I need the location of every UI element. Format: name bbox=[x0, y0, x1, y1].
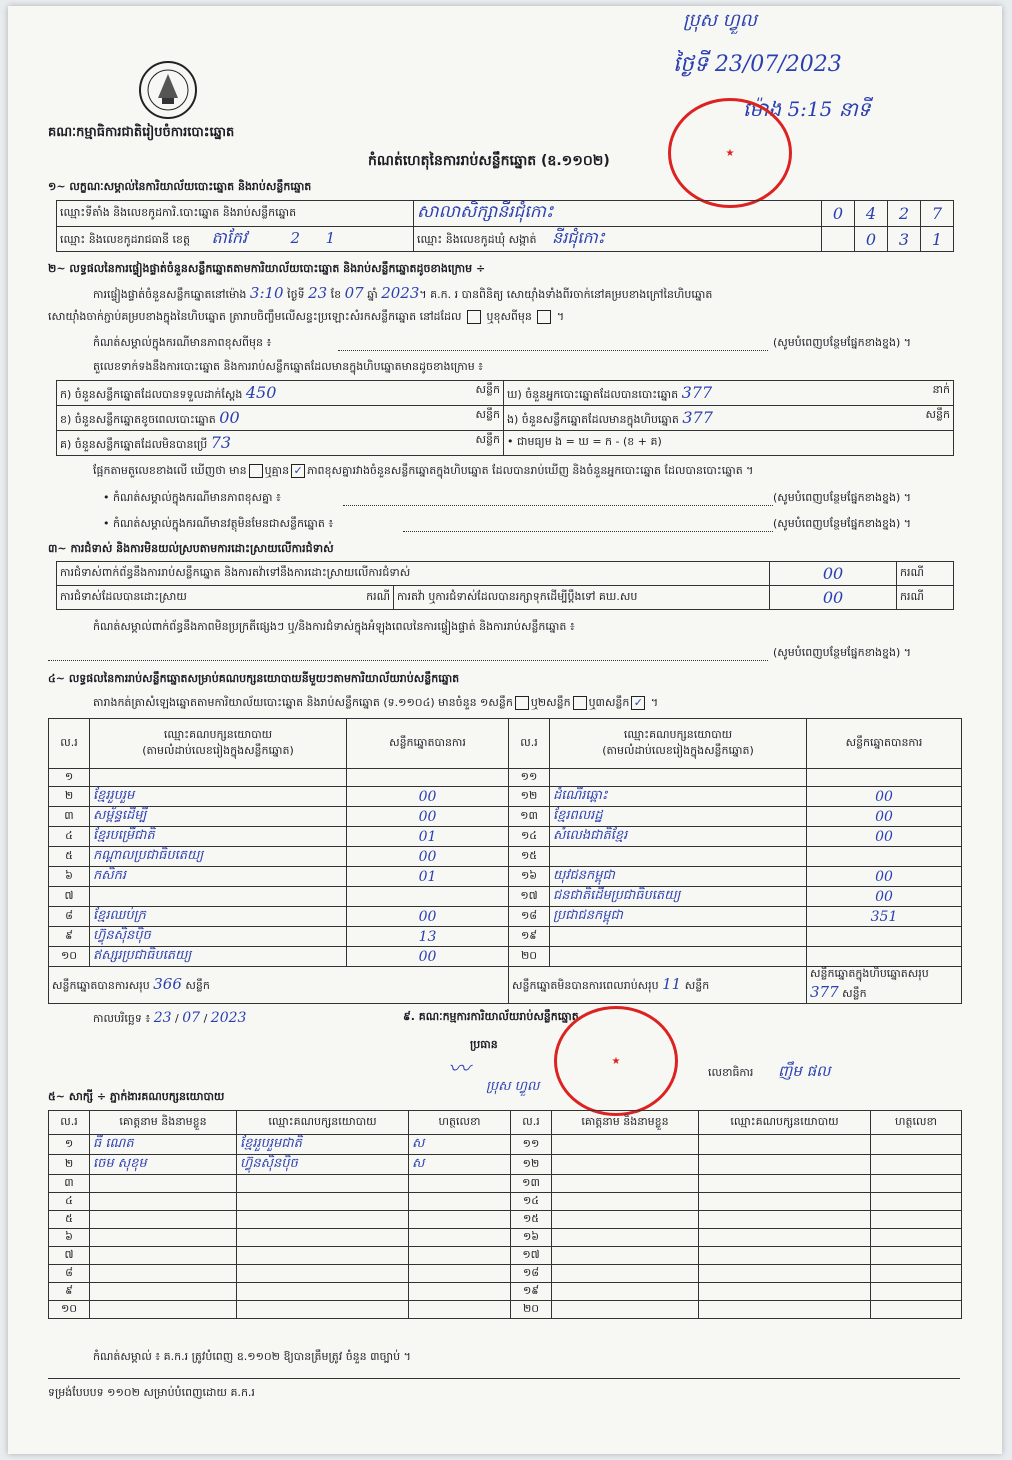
witness-name bbox=[90, 1229, 237, 1247]
table-row bbox=[49, 907, 962, 927]
figure-c-label: គ) ចំនួនសន្លឹកឆ្នោតដែលមិនបានប្រើ bbox=[60, 437, 208, 451]
date-year: 2023 bbox=[210, 1010, 247, 1026]
corner-date: ថ្ងៃទី 23/07/2023 bbox=[673, 52, 842, 77]
s5-witness-table: ល.រ គោត្តនាម និងនាមខ្លួន ឈ្មោះគណបក្សនយោបាយ ហត្ថលេខា ល.រ គោត្តនាម និងនាមខ្លួន ឈ្មោះគណបក្សនយោបាយ ហត្ថលេខា ១ ធី ណេត ខ្មែររួបរួមជាតិ ស ១១ ២ ចេម សុខុម ហ៊្វុនស៊ិនប៉ិច ស ១២ ៣ ១៣ ៤ ១៤ ៥ ១៥ ៦ ១៦ ៧ ១៧ ៨ ១៨ ៩ ១៩ ១០ ២០ bbox=[48, 1110, 962, 1319]
s3-r1-value: 00 bbox=[770, 562, 897, 586]
form-page bbox=[8, 6, 1002, 1454]
s4-heading: ៤~ លទ្ធផលនៃការរាប់សន្លឹកឆ្នោតសម្រាប់គណបក្សនយោបាយនីមួយៗតាមការិយាល័យរាប់សន្លឹកឆ្នោត bbox=[48, 672, 460, 685]
s1-province-code: 1 bbox=[325, 229, 336, 247]
table-row bbox=[49, 1155, 962, 1175]
s3-r2b-label: ការតវ៉ា ឬការជំទាស់ដែលបានរក្សាទុកដើម្បីប្ដឹងទៅ គឃ.សប bbox=[394, 586, 770, 610]
table-row bbox=[49, 827, 962, 847]
witness-party bbox=[699, 1211, 871, 1229]
table-row bbox=[49, 1175, 962, 1193]
witness-signature bbox=[409, 1283, 511, 1301]
row-number: ១៥ bbox=[511, 1211, 552, 1229]
witness-name bbox=[90, 1193, 237, 1211]
figure-a-label: ក) ចំនួនសន្លឹកឆ្នោតដែលបានទទួលដាក់ស្ដែង bbox=[60, 387, 243, 401]
party-name: ដំណើរឆ្ពោះ bbox=[550, 787, 807, 807]
figure-d-value: 377 bbox=[681, 382, 713, 402]
s1-code-digit: 2 bbox=[888, 201, 921, 227]
figure-b-label: ខ) ចំនួនសន្លឹកឆ្នោតខូចពេលបោះឆ្នោត bbox=[60, 412, 216, 426]
figure-c-value: 73 bbox=[210, 432, 232, 452]
table-row bbox=[49, 1301, 962, 1319]
table-row bbox=[49, 1211, 962, 1229]
date-line: កាលបរិច្ឆេទ ៖ 23 / 07 / 2023 bbox=[93, 1010, 247, 1026]
witness-party bbox=[699, 1193, 871, 1211]
table-row bbox=[49, 787, 962, 807]
table-row bbox=[49, 927, 962, 947]
s2-b2: • កំណត់សម្គាល់ក្នុងករណីមានវត្ថុមិនមែនជាសន្លឹកឆ្នោត ៖ bbox=[103, 517, 334, 530]
row-number: ៦ bbox=[49, 867, 90, 887]
row-number: ៥ bbox=[49, 1211, 90, 1229]
witness-name bbox=[90, 1211, 237, 1229]
row-number: ១១ bbox=[509, 769, 550, 787]
witness-party bbox=[699, 1155, 871, 1175]
s2-b1: • កំណត់សម្គាល់ក្នុងករណីមានភាពខុសគ្នា ៖ bbox=[103, 491, 281, 504]
row-number: ៩ bbox=[49, 927, 90, 947]
s1-commune-code: 0 bbox=[855, 227, 888, 252]
row-number: ១៧ bbox=[509, 887, 550, 907]
row-number: ១ bbox=[49, 769, 90, 787]
row-number: ២០ bbox=[511, 1301, 552, 1319]
table-row bbox=[49, 887, 962, 907]
witness-name bbox=[90, 1247, 237, 1265]
party-name: យុវជនកម្ពុជា bbox=[550, 867, 807, 887]
table-row bbox=[49, 1247, 962, 1265]
sum-total-label: សន្លឹកឆ្នោតក្នុងហិបឆ្នោតសរុប bbox=[810, 967, 929, 980]
same-checkbox[interactable] bbox=[467, 310, 481, 324]
sum-valid-value: 366 bbox=[153, 975, 182, 993]
s2-note-line bbox=[338, 350, 768, 351]
s3-r2-value: 00 bbox=[770, 586, 897, 610]
vote-count: 00 bbox=[807, 827, 962, 847]
vote-count: 00 bbox=[807, 807, 962, 827]
difference-yes-checkbox[interactable] bbox=[249, 464, 263, 478]
nec-emblem-icon bbox=[136, 58, 200, 122]
witness-party bbox=[237, 1265, 409, 1283]
witness-name bbox=[552, 1135, 699, 1155]
witness-signature bbox=[871, 1247, 962, 1265]
sum-total-value: 377 bbox=[810, 983, 839, 1001]
table-row bbox=[49, 1135, 962, 1155]
corner-name: ប្រុស ហ្វួល bbox=[683, 10, 757, 31]
witness-name bbox=[552, 1283, 699, 1301]
witness-name bbox=[552, 1247, 699, 1265]
row-number: ១៨ bbox=[509, 907, 550, 927]
party-name bbox=[550, 847, 807, 867]
vote-count: 00 bbox=[807, 787, 962, 807]
s2-b1-line bbox=[343, 505, 773, 506]
vote-count: 01 bbox=[347, 827, 509, 847]
s2-p3: តួលេខទាក់ទងនឹងការបោះឆ្នោត និងការរាប់សន្លឹកឆ្នោតដែលមានក្នុងហិបឆ្នោតមានដូចខាងក្រោម ៖ bbox=[93, 360, 484, 373]
s3-heading: ៣~ ការជំទាស់ និងការមិនយល់ស្របតាមការដោះស្រាយលើការជំទាស់ bbox=[48, 542, 334, 555]
party-name bbox=[550, 947, 807, 967]
row-number: ១៦ bbox=[509, 867, 550, 887]
vote-count: 13 bbox=[347, 927, 509, 947]
s2-heading: ២~ លទ្ធផលនៃការផ្ទៀងផ្ទាត់ចំនួនសន្លឹកឆ្នោតតាមការិយាល័យបោះឆ្នោត និងរាប់សន្លឹកឆ្នោតដូចខាងក្រោម ÷ bbox=[48, 262, 486, 275]
row-number: ៧ bbox=[49, 1247, 90, 1265]
s2-day: 23 bbox=[308, 284, 328, 302]
s3-note: កំណត់សម្គាល់ពាក់ព័ន្ធនឹងភាពមិនប្រក្រតីផ្សេងៗ ឬ/និងការជំទាស់ក្នុងអំឡុងពេលនៃការផ្ទៀងផ្ទាត់ និងការរាប់សន្លឹកឆ្នោត ៖ bbox=[93, 620, 575, 633]
formula: • ជាមធ្យម ង = ឃ = ក - (ខ + គ) bbox=[504, 431, 954, 456]
witness-signature bbox=[871, 1283, 962, 1301]
party-name bbox=[550, 927, 807, 947]
figure-b-value: 00 bbox=[219, 407, 240, 427]
s3-note-line bbox=[48, 660, 768, 661]
row-number: ២ bbox=[49, 787, 90, 807]
row-number: ១១ bbox=[511, 1135, 552, 1155]
party-name: ខ្មែរឈប់ក្រ bbox=[90, 907, 347, 927]
row-number: ៤ bbox=[49, 827, 90, 847]
party-name: ខ្មែររួបរួម bbox=[90, 787, 347, 807]
vote-count bbox=[807, 769, 962, 787]
sheet3-checkbox[interactable]: ✓ bbox=[631, 696, 645, 710]
row-number: ១៧ bbox=[511, 1247, 552, 1265]
s1-commune-value: នីរជុំកោះ bbox=[552, 228, 605, 247]
party-name bbox=[550, 769, 807, 787]
s1-code-digit: 4 bbox=[855, 201, 888, 227]
vote-count bbox=[347, 887, 509, 907]
vote-count: 00 bbox=[807, 887, 962, 907]
row-number: ១៩ bbox=[511, 1283, 552, 1301]
row-number: ១៩ bbox=[509, 927, 550, 947]
vote-count: 01 bbox=[347, 867, 509, 887]
s3-r2-label: ការជំទាស់ដែលបានដោះស្រាយ bbox=[60, 589, 187, 603]
party-name: សម្ព័ន្ធដើម្បី bbox=[90, 807, 347, 827]
chair-name: ប្រុស ហ្វួល bbox=[486, 1079, 540, 1094]
vote-count: 00 bbox=[347, 847, 509, 867]
row-number: ១៦ bbox=[511, 1229, 552, 1247]
s1-location-label: ឈ្មោះទីតាំង និងលេខកូដការិ.បោះឆ្នោត និងរាប់សន្លឹកឆ្នោត bbox=[57, 201, 414, 227]
official-stamp-bottom: ★ bbox=[554, 1006, 678, 1116]
s2-p4: ផ្អែកតាមតួលេខខាងលើ ឃើញថា មាន ឬគ្មាន ✓ ភាពខុសគ្នារវាងចំនួនសន្លឹកឆ្នោតក្នុងហិបឆ្នោត ដែលបានរាប់ឃើញ និងចំនួនអ្នកបោះឆ្នោត ដែលបានបោះឆ្នោត ។ bbox=[93, 464, 754, 477]
witness-name bbox=[90, 1265, 237, 1283]
table-row bbox=[49, 1229, 962, 1247]
party-name: ប្រជាជនកម្ពុជា bbox=[550, 907, 807, 927]
sum-invalid-label: សន្លឹកឆ្នោតមិនបានការពេលរាប់សរុប bbox=[512, 979, 659, 992]
difference-no-checkbox[interactable]: ✓ bbox=[291, 464, 305, 478]
official-stamp-top: ★ bbox=[668, 98, 792, 208]
table-row bbox=[49, 947, 962, 967]
s1-commune-code: 1 bbox=[921, 227, 954, 252]
s1-province-label: ឈ្មោះ និងលេខកូដរាជធានី ខេត្ត តាកែវ 2 1 bbox=[57, 227, 414, 252]
party-name: សំលេងជាតិខ្មែរ bbox=[550, 827, 807, 847]
changed-checkbox[interactable] bbox=[537, 310, 551, 324]
row-number: ១៨ bbox=[511, 1265, 552, 1283]
party-name: កសិករ bbox=[90, 867, 347, 887]
witness-party bbox=[699, 1283, 871, 1301]
row-number: ១២ bbox=[509, 787, 550, 807]
table-row bbox=[49, 867, 962, 887]
s5-heading: ៥~ សាក្សី ÷ ភ្នាក់ងារគណបក្សនយោបាយ bbox=[48, 1090, 225, 1103]
s4-results-table: ល.រ ឈ្មោះគណបក្សនយោបាយ (តាមលំដាប់លេខរៀងក្នុងសន្លឹកឆ្នោត) សន្លឹកឆ្នោតបានការ ល.រ ឈ្មោះគណបក្សនយោបាយ (តាមលំដាប់លេខរៀងក្នុងសន្លឹកឆ្នោត) សន្លឹកឆ្នោតបានការ ១ ១១ ២ ខ្មែររួបរួម 00 ១២ ដំណើរឆ្ពោះ 00 ៣ សម្ព័ន្ធដើម្បី 00 ១៣ ខ្មែរពលរដ្ឋ 00 ៤ ខ្មែរបម្រើជាតិ 01 ១៤ សំលេងជាតិខ្មែរ 00 ៥ កណ្ដាលប្រជាធិបតេយ្យ 00 ១៥ ៦ កសិករ 01 ១៦ យុវជនកម្ពុជា 00 ៧ ១៧ ជនជាតិដើមប្រជាធិបតេយ្យ 00 ៨ ខ្មែរឈប់ក្រ 00 ១៨ ប្រជាជនកម្ពុជា 351 ៩ ហ៊្វុនស៊ិនប៉ិច 13 ១៩ ១០ ឥស្សរប្រជាធិបតេយ្យ 00 ២០ សន្លឹកឆ្នោតបានការសរុប 366 សន្លឹក សន្លឹកឆ្នោតមិនបានការពេលរាប់សរុប 11 សន្លឹក សន្លឹកឆ្នោតក្នុងហិបឆ្នោតសរុប 377 សន្លឹក bbox=[48, 718, 962, 1004]
witness-signature bbox=[871, 1301, 962, 1319]
table-row bbox=[49, 1265, 962, 1283]
figure-d-label: ឃ) ចំនួនអ្នកបោះឆ្នោតដែលបានបោះឆ្នោត bbox=[507, 387, 679, 401]
s2-month: 07 bbox=[344, 284, 364, 302]
witness-signature: ស bbox=[409, 1135, 511, 1155]
party-name bbox=[90, 887, 347, 907]
witness-signature: ស bbox=[409, 1155, 511, 1175]
chair-label: ប្រធាន bbox=[470, 1038, 498, 1051]
footer-note: កំណត់សម្គាល់ ៖ គ.ក.រ ត្រូវបំពេញ ឧ.១១០២ ឱ្យបានត្រឹមត្រូវ ចំនួន ៣ច្បាប់ ។ bbox=[93, 1350, 411, 1363]
figure-e-value: 377 bbox=[682, 407, 713, 427]
row-number: ១២ bbox=[511, 1155, 552, 1175]
s2-figures-table: ក) ចំនួនសន្លឹកឆ្នោតដែលបានទទួលដាក់ស្ដែង 450 សន្លឹក ឃ) ចំនួនអ្នកបោះឆ្នោតដែលបានបោះឆ្នោត 377 នាក់ ខ) ចំនួនសន្លឹកឆ្នោតខូចពេលបោះឆ្នោត 00 សន្លឹក ង) ចំនួនសន្លឹកឆ្នោតដែលមានក្នុងហិបឆ្នោត 377 សន្លឹក គ) ចំនួនសន្លឹកឆ្នោតដែលមិនបានប្រើ 73 សន្លឹក • ជាមធ្យម ង = ឃ = ក - (ខ + គ) bbox=[56, 380, 954, 456]
vote-count bbox=[807, 847, 962, 867]
row-number: ១០ bbox=[49, 1301, 90, 1319]
vote-count bbox=[807, 947, 962, 967]
sheet2-checkbox[interactable] bbox=[573, 696, 587, 710]
witness-name bbox=[552, 1229, 699, 1247]
table-row bbox=[49, 807, 962, 827]
row-number: ៨ bbox=[49, 907, 90, 927]
witness-name bbox=[552, 1175, 699, 1193]
vote-count: 00 bbox=[347, 807, 509, 827]
s2-p1: ការផ្ទៀងផ្ទាត់ចំនួនសន្លឹកឆ្នោតនៅម៉ោង 3:10 ថ្ងៃទី 23 ខែ 07 ឆ្នាំ 2023។ គ.ក. រ បានពិនិត្យ សោយ៉ាំងទាំងពីរចាក់នៅគម្របខាងក្រៅនៃហិបឆ្នោត bbox=[93, 284, 713, 302]
witness-name bbox=[552, 1301, 699, 1319]
witness-party bbox=[237, 1175, 409, 1193]
witness-signature bbox=[409, 1247, 511, 1265]
row-number: ១ bbox=[49, 1135, 90, 1155]
date-month: 07 bbox=[182, 1010, 201, 1026]
s2-p2: សោយ៉ាំងចាក់ភ្ជាប់គម្របខាងក្នុងនៃហិបឆ្នោត ត្រារាបចិញ្ចឹមលើសន្ទះប្រឡោះសំរកសន្លឹកឆ្នោត នៅដដែល ឬខុសពីមុន ។ bbox=[48, 310, 565, 323]
witness-name bbox=[552, 1265, 699, 1283]
vote-count: 00 bbox=[347, 787, 509, 807]
witness-name bbox=[90, 1175, 237, 1193]
s1-province-code: 2 bbox=[290, 229, 301, 247]
row-number: ៧ bbox=[49, 887, 90, 907]
s1-table bbox=[56, 200, 954, 252]
witness-signature bbox=[871, 1175, 962, 1193]
row-number: ៣ bbox=[49, 1175, 90, 1193]
witness-party: ខ្មែររួបរួមជាតិ bbox=[237, 1135, 409, 1155]
s3-table: ការជំទាស់ពាក់ព័ន្ធនឹងការរាប់សន្លឹកឆ្នោត និងការតវ៉ាទៅនឹងការដោះស្រាយលើការជំទាស់ 00 ករណី ការជំទាស់ដែលបានដោះស្រាយ ករណី ការតវ៉ា ឬការជំទាស់ដែលបានរក្សាទុកដើម្បីប្ដឹងទៅ គឃ.សប 00 ករណី bbox=[56, 561, 954, 610]
witness-signature bbox=[409, 1193, 511, 1211]
party-name bbox=[90, 769, 347, 787]
party-name: ខ្មែរបម្រើជាតិ bbox=[90, 827, 347, 847]
witness-signature bbox=[871, 1211, 962, 1229]
witness-party bbox=[237, 1193, 409, 1211]
sum-invalid-value: 11 bbox=[662, 975, 682, 993]
table-row bbox=[49, 769, 962, 787]
witness-name: ចេម សុខុម bbox=[90, 1155, 237, 1175]
witness-signature bbox=[409, 1301, 511, 1319]
witness-party bbox=[237, 1301, 409, 1319]
row-number: ១៤ bbox=[509, 827, 550, 847]
row-number: ១០ bbox=[49, 947, 90, 967]
s1-location-value: សាលាសិក្សានីរជុំកោះ bbox=[414, 201, 822, 227]
party-name: កណ្ដាលប្រជាធិបតេយ្យ bbox=[90, 847, 347, 867]
witness-signature bbox=[871, 1155, 962, 1175]
witness-signature bbox=[409, 1211, 511, 1229]
vote-count bbox=[347, 769, 509, 787]
date-day: 23 bbox=[153, 1010, 172, 1026]
table-row bbox=[49, 1193, 962, 1211]
footer-line bbox=[48, 1378, 960, 1379]
corner-time: ម៉ោង 5:15 នាទី bbox=[743, 97, 871, 121]
org-name: គណៈកម្មាធិការជាតិរៀបចំការបោះឆ្នោត bbox=[48, 125, 235, 140]
witness-signature bbox=[409, 1229, 511, 1247]
row-number: ១៣ bbox=[511, 1175, 552, 1193]
witness-name bbox=[552, 1155, 699, 1175]
s2-b2-line bbox=[403, 531, 773, 532]
party-name: ឥស្សរប្រជាធិបតេយ្យ bbox=[90, 947, 347, 967]
row-number: ៤ bbox=[49, 1193, 90, 1211]
row-number: ១៥ bbox=[509, 847, 550, 867]
witness-name bbox=[90, 1283, 237, 1301]
witness-party bbox=[237, 1283, 409, 1301]
figure-a-value: 450 bbox=[245, 382, 277, 402]
table-row bbox=[49, 1283, 962, 1301]
s2-year: 2023 bbox=[381, 284, 420, 302]
row-number: ២០ bbox=[509, 947, 550, 967]
form-title: កំណត់ហេតុនៃការរាប់សន្លឹកឆ្នោត (ឧ.១១០២) bbox=[368, 153, 610, 169]
s2-time: 3:10 bbox=[249, 284, 284, 302]
witness-party bbox=[237, 1229, 409, 1247]
witness-signature bbox=[871, 1265, 962, 1283]
witness-party bbox=[237, 1211, 409, 1229]
s3-r1-label: ការជំទាស់ពាក់ព័ន្ធនឹងការរាប់សន្លឹកឆ្នោត និងការតវ៉ាទៅនឹងការដោះស្រាយលើការជំទាស់ bbox=[57, 562, 770, 586]
row-number: ១៤ bbox=[511, 1193, 552, 1211]
witness-name bbox=[552, 1193, 699, 1211]
figure-e-label: ង) ចំនួនសន្លឹកឆ្នោតដែលមានក្នុងហិបឆ្នោត bbox=[507, 412, 679, 426]
witness-party bbox=[237, 1247, 409, 1265]
secretary-name: ញឹម ផល bbox=[778, 1062, 831, 1080]
witness-party bbox=[699, 1175, 871, 1193]
row-number: ១៣ bbox=[509, 807, 550, 827]
witness-signature bbox=[409, 1175, 511, 1193]
witness-signature bbox=[871, 1229, 962, 1247]
s1-commune-code: 3 bbox=[888, 227, 921, 252]
s3-fill: (សូមបំពេញបន្ថែមផ្នែកខាងខ្នង) ។ bbox=[773, 646, 912, 659]
row-number: ៣ bbox=[49, 807, 90, 827]
s1-province-value: តាកែវ bbox=[211, 228, 248, 247]
sum-valid-label: សន្លឹកឆ្នោតបានការសរុប bbox=[52, 979, 150, 992]
row-number: ២ bbox=[49, 1155, 90, 1175]
witness-party bbox=[699, 1135, 871, 1155]
vote-count: 00 bbox=[347, 907, 509, 927]
witness-name bbox=[552, 1211, 699, 1229]
secretary-label: លេខាធិការ bbox=[708, 1066, 754, 1079]
s1-heading: ១~ លក្ខណៈសម្គាល់នៃការិយាល័យបោះឆ្នោត និងរាប់សន្លឹកឆ្នោត bbox=[48, 180, 312, 193]
witness-party bbox=[699, 1301, 871, 1319]
row-number: ៩ bbox=[49, 1283, 90, 1301]
table-row bbox=[49, 847, 962, 867]
form-number: ទម្រង់បែបបទ ១១០២ សម្រាប់បំពេញដោយ គ.ក.រ bbox=[48, 1386, 255, 1399]
s1-commune-label: ឈ្មោះ និងលេខកូដឃុំ សង្កាត់ នីរជុំកោះ bbox=[414, 227, 822, 252]
vote-count: 00 bbox=[807, 867, 962, 887]
s2-note: កំណត់សម្គាល់ក្នុងករណីមានភាពខុសពីមុន ៖ bbox=[93, 336, 272, 349]
s2-fill: (សូមបំពេញបន្ថែមផ្នែកខាងខ្នង) ។ bbox=[773, 336, 912, 349]
party-name: ជនជាតិដើមប្រជាធិបតេយ្យ bbox=[550, 887, 807, 907]
witness-party bbox=[699, 1247, 871, 1265]
committee-label: ៩. គណៈកម្មការការិយាល័យរាប់សន្លឹកឆ្នោត bbox=[403, 1010, 579, 1023]
row-number: ៦ bbox=[49, 1229, 90, 1247]
witness-party bbox=[699, 1229, 871, 1247]
chair-signature: 〰 bbox=[448, 1057, 471, 1082]
vote-count: 00 bbox=[347, 947, 509, 967]
s1-code-digit: 0 bbox=[822, 201, 855, 227]
s4-intro: តារាងកត់ត្រាសំឡេងឆ្នោតតាមការិយាល័យបោះឆ្នោត និងរាប់សន្លឹកឆ្នោត (ទ.១១០៤) មានចំនួន ១សន្លឹក ឬ២សន្លឹក ឬ៣សន្លឹក ✓ ។ bbox=[93, 696, 659, 709]
s1-code-digit: 7 bbox=[921, 201, 954, 227]
sheet1-checkbox[interactable] bbox=[515, 696, 529, 710]
s2-fill-b2: (សូមបំពេញបន្ថែមផ្នែកខាងខ្នង) ។ bbox=[773, 517, 912, 530]
witness-name bbox=[90, 1301, 237, 1319]
vote-count bbox=[807, 927, 962, 947]
vote-count: 351 bbox=[807, 907, 962, 927]
party-name: ហ៊្វុនស៊ិនប៉ិច bbox=[90, 927, 347, 947]
witness-signature bbox=[871, 1135, 962, 1155]
witness-name: ធី ណេត bbox=[90, 1135, 237, 1155]
witness-signature bbox=[871, 1193, 962, 1211]
witness-party bbox=[699, 1265, 871, 1283]
s2-fill-b1: (សូមបំពេញបន្ថែមផ្នែកខាងខ្នង) ។ bbox=[773, 491, 912, 504]
witness-party: ហ៊្វុនស៊ិនប៉ិច bbox=[237, 1155, 409, 1175]
party-name: ខ្មែរពលរដ្ឋ bbox=[550, 807, 807, 827]
row-number: ៨ bbox=[49, 1265, 90, 1283]
row-number: ៥ bbox=[49, 847, 90, 867]
witness-signature bbox=[409, 1265, 511, 1283]
